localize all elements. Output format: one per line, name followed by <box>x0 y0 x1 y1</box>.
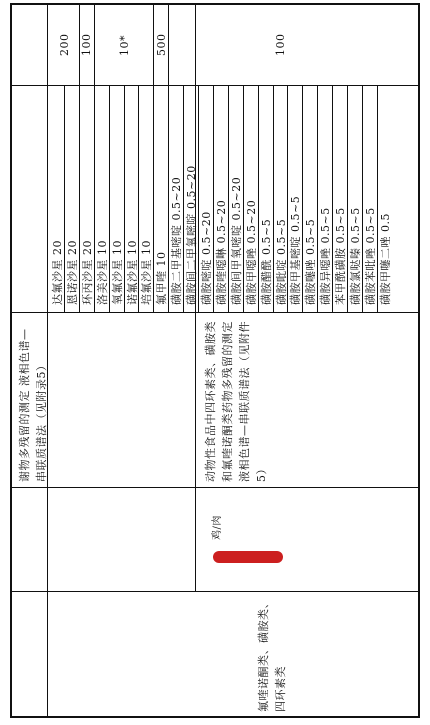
drug-item: 达氟沙星 20 <box>51 240 64 305</box>
drug-row-line <box>332 86 333 313</box>
limit-value: 500 <box>154 33 168 56</box>
drug-row-line <box>64 86 65 313</box>
limit-group-line <box>168 3 169 86</box>
drug-row-line <box>183 86 184 313</box>
drug-item: 磺胺吡啶 0.5~5 <box>274 218 288 305</box>
drug-item: 磺胺二甲基嘧啶 0.5~20 <box>170 176 184 305</box>
drug-row-line <box>258 86 259 313</box>
food-cell: 鸡/肉 <box>212 515 223 540</box>
drug-item: 磺胺间二甲氧嘧啶 0.5~20 <box>185 165 199 305</box>
red-annotation-mark <box>213 551 283 563</box>
drug-item: 磺胺间甲氧嘧啶 0.5~20 <box>229 176 243 305</box>
drug-item: 环丙沙星 20 <box>80 240 94 305</box>
drug-row-line <box>243 86 244 313</box>
table-border-right <box>10 3 420 5</box>
rotated-table <box>10 3 420 718</box>
drug-item: 磺胺甲基嘧啶 0.5~5 <box>289 195 303 305</box>
drug-item: 磺胺苯吡唑 0.5~5 <box>363 207 377 305</box>
drug-item: 磺胺噻唑 0.5~5 <box>304 218 318 305</box>
drug-row-line <box>213 86 214 313</box>
limit-value: 10* <box>117 35 131 56</box>
drug-item: 磺胺异噁唑 0.5~5 <box>319 207 333 305</box>
table-border-top <box>10 3 12 718</box>
drug-item: 磺胺甲噻二唑 0.5 <box>378 213 392 305</box>
drug-item: 氟甲喹 10 <box>155 251 169 305</box>
drug-item: 磺胺氯哒嗪 0.5~5 <box>349 207 362 305</box>
drug-item: 磺胺嘧啶 0.5~20 <box>200 211 213 305</box>
table-border-bottom <box>418 3 420 718</box>
category-cell: 氟喹诺酮类、磺胺类、四环素类 <box>257 597 287 712</box>
drug-item: 洛美沙星 10 <box>95 240 109 305</box>
drug-row-line <box>228 86 229 313</box>
drug-row-line <box>377 86 378 313</box>
drug-item: 培氟沙星 10 <box>140 240 154 305</box>
limit-value: 100 <box>80 33 94 56</box>
col-divider-2 <box>10 487 420 488</box>
drug-row-line <box>124 86 125 313</box>
drug-row-line <box>362 86 363 313</box>
drug-item: 恩诺沙星 20 <box>65 240 79 305</box>
limit-value: 100 <box>273 33 287 56</box>
drug-row-line <box>198 86 199 313</box>
drug-row-line <box>273 86 274 313</box>
drug-item: 磺胺醋酰 0.5~5 <box>259 218 273 305</box>
col-divider-3 <box>10 312 420 313</box>
drug-row-line <box>79 86 80 313</box>
drug-item: 磺胺甲噁唑 0.5~20 <box>244 199 258 305</box>
drug-row-line <box>109 86 110 313</box>
table-border-left <box>10 716 420 718</box>
col-divider-4 <box>10 85 420 86</box>
drug-item: 氧氟沙星 10 <box>110 240 124 305</box>
drug-item: 诺氟沙星 10 <box>125 240 139 305</box>
method-top-cell: 谢物多残留的测定 液相色谱—串联质谱法（见附录5） <box>18 328 48 482</box>
col-divider-1 <box>10 591 420 592</box>
drug-row-line <box>94 86 95 313</box>
drug-item: 磺胺喹噁啉 0.5~20 <box>214 199 228 305</box>
limit-value: 200 <box>57 33 71 56</box>
limit-group-line <box>94 3 95 86</box>
method-main-cell: 动物性食品中四环素类、磺胺类和氟喹诺酮类药物多残留的测定 液相色谱—串联质谱法（见附件5） <box>204 321 268 482</box>
drug-item: 苯甲酰磺胺 0.5~5 <box>334 207 348 305</box>
drug-row-line <box>347 86 348 313</box>
